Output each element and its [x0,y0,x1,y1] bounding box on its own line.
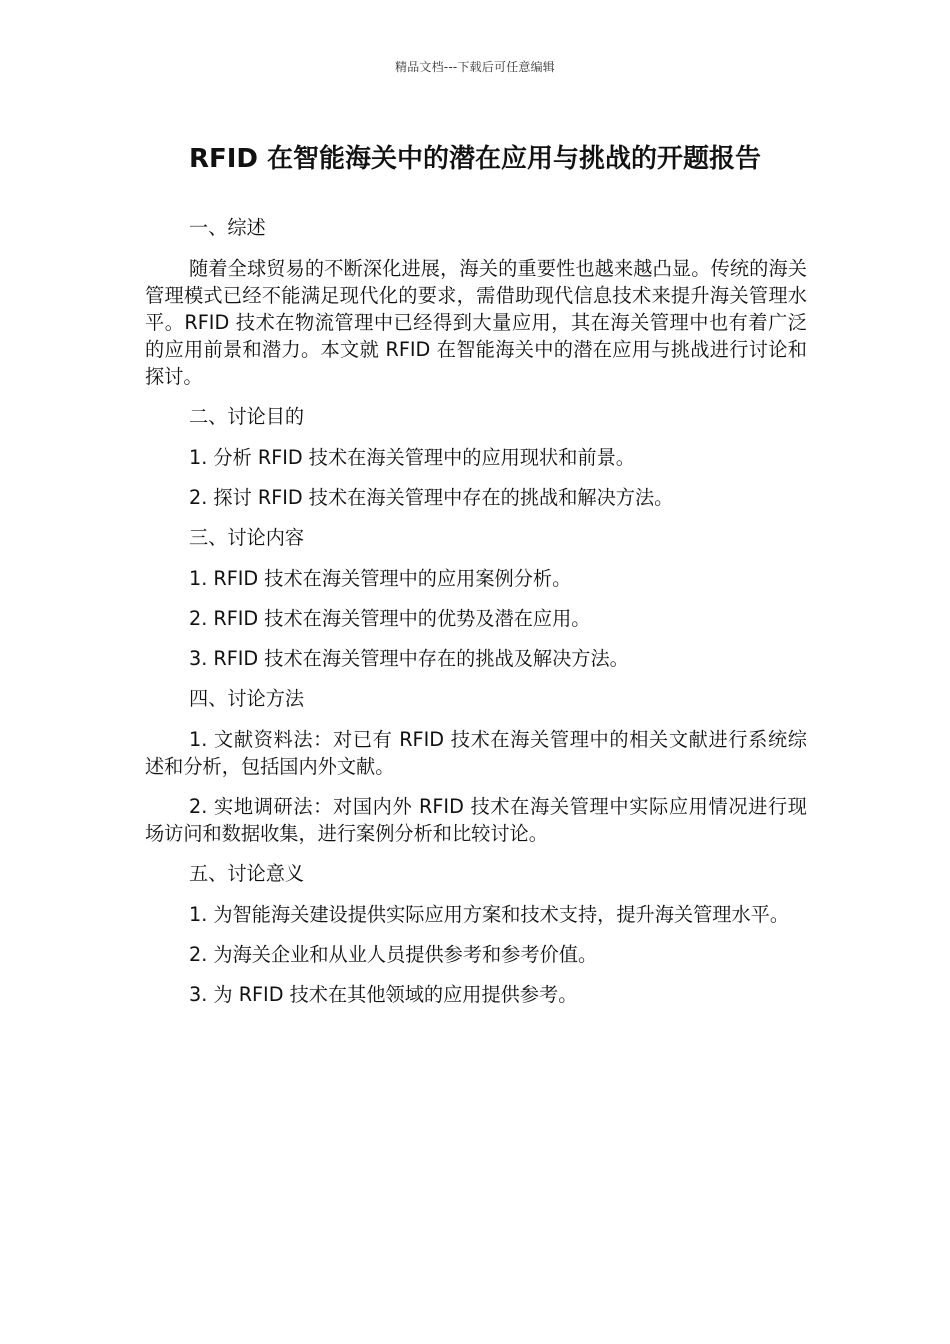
section-heading-content: 三、讨论内容 [189,526,305,549]
significance-item-1: 1. 为智能海关建设提供实际应用方案和技术支持，提升海关管理水平。 [189,903,790,926]
significance-item-3: 3. 为 RFID 技术在其他领域的应用提供参考。 [189,983,578,1006]
content-item-3: 3. RFID 技术在海关管理中存在的挑战及解决方法。 [189,647,629,670]
content-item-1: 1. RFID 技术在海关管理中的应用案例分析。 [189,567,572,590]
content-item-2: 2. RFID 技术在海关管理中的优势及潜在应用。 [189,607,591,630]
overview-paragraph: 随着全球贸易的不断深化进展，海关的重要性也越来越凸显。传统的海关管理模式已经不能满足现代化的要求，需借助现代信息技术来提升海关管理水平。RFID 技术在物流管理中已经得到大量应用，其在海关管理中也有着广泛的应用前景和潜力。本文就 RFID 在智能海关中的潜在应用与挑战进行讨论和探讨。 [145,257,807,388]
header-note: 精品文档---下载后可任意编辑 [395,60,555,74]
section-heading-methods: 四、讨论方法 [189,687,305,710]
document-title: RFID 在智能海关中的潜在应用与挑战的开题报告 [188,144,762,174]
purpose-item-2: 2. 探讨 RFID 技术在海关管理中存在的挑战和解决方法。 [189,486,674,509]
section-heading-significance: 五、讨论意义 [189,862,305,885]
section-heading-overview: 一、综述 [189,216,266,239]
methods-item-2: 2. 实地调研法：对国内外 RFID 技术在海关管理中实际应用情况进行现场访问和数据收集，进行案例分析和比较讨论。 [145,795,807,845]
purpose-item-1: 1. 分析 RFID 技术在海关管理中的应用现状和前景。 [189,446,635,469]
document-body [145,214,807,1021]
methods-item-1: 1. 文献资料法：对已有 RFID 技术在海关管理中的相关文献进行系统综述和分析，包括国内外文献。 [145,728,807,778]
section-heading-purpose: 二、讨论目的 [189,405,305,428]
significance-item-2: 2. 为海关企业和从业人员提供参考和参考价值。 [189,943,598,966]
